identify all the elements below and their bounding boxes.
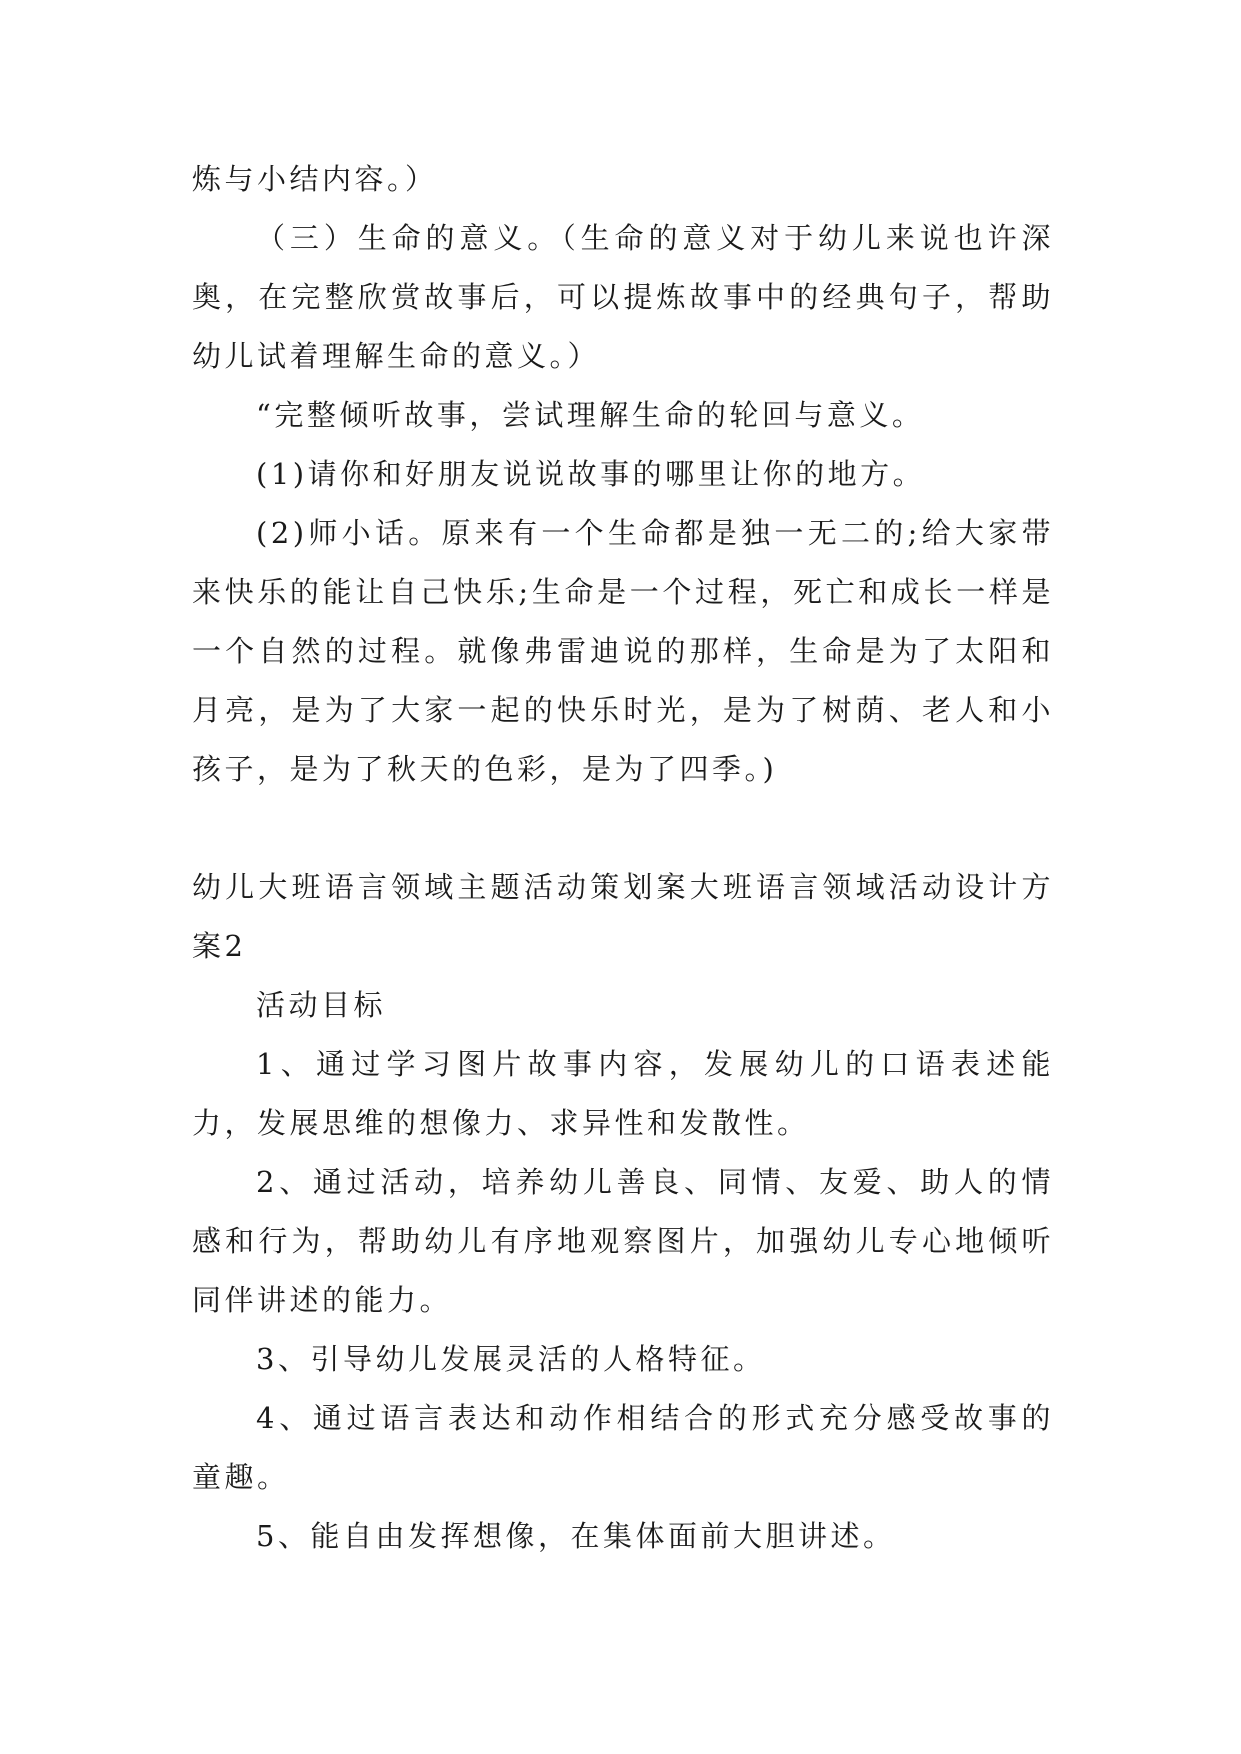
- paragraph-meaning-of-life: （三）生命的意义。（生命的意义对于幼儿来说也许深奥，在完整欣赏故事后，可以提炼故事中的经典句子，帮助幼儿试着理解生命的意义。）: [192, 221, 1054, 373]
- goals-heading: 活动目标: [256, 988, 387, 1022]
- section-title: 幼儿大班语言领域主题活动策划案大班语言领域活动设计方案2: [192, 870, 1054, 963]
- goal-item-1: 1、通过学习图片故事内容，发展幼儿的口语表述能力，发展思维的想像力、求异性和发散性。: [192, 1047, 1054, 1140]
- paragraph-item-2: (2)师小话。原来有一个生命都是独一无二的;给大家带来快乐的能让自己快乐;生命是一个过程，死亡和成长一样是一个自然的过程。就像弗雷迪说的那样，生命是为了太阳和月亮，是为了大家一起的快乐时光，是为了树荫、老人和小孩子，是为了秋天的色彩，是为了四季。): [192, 516, 1054, 786]
- document-body: [192, 150, 1054, 1566]
- goal-item-5: 5、能自由发挥想像，在集体面前大胆讲述。: [256, 1519, 896, 1553]
- goal-item-4: 4、通过语言表达和动作相结合的形式充分感受故事的童趣。: [192, 1401, 1054, 1494]
- goal-item-3: 3、引导幼儿发展灵活的人格特征。: [256, 1342, 766, 1376]
- paragraph-listen-story: “完整倾听故事，尝试理解生命的轮回与意义。: [256, 398, 925, 432]
- paragraph-item-1: (1)请你和好朋友说说故事的哪里让你的地方。: [256, 457, 926, 491]
- goal-item-2: 2、通过活动，培养幼儿善良、同情、友爱、助人的情感和行为，帮助幼儿有序地观察图片，加强幼儿专心地倾听同伴讲述的能力。: [192, 1165, 1054, 1317]
- paragraph-continuation: 炼与小结内容。）: [192, 162, 438, 196]
